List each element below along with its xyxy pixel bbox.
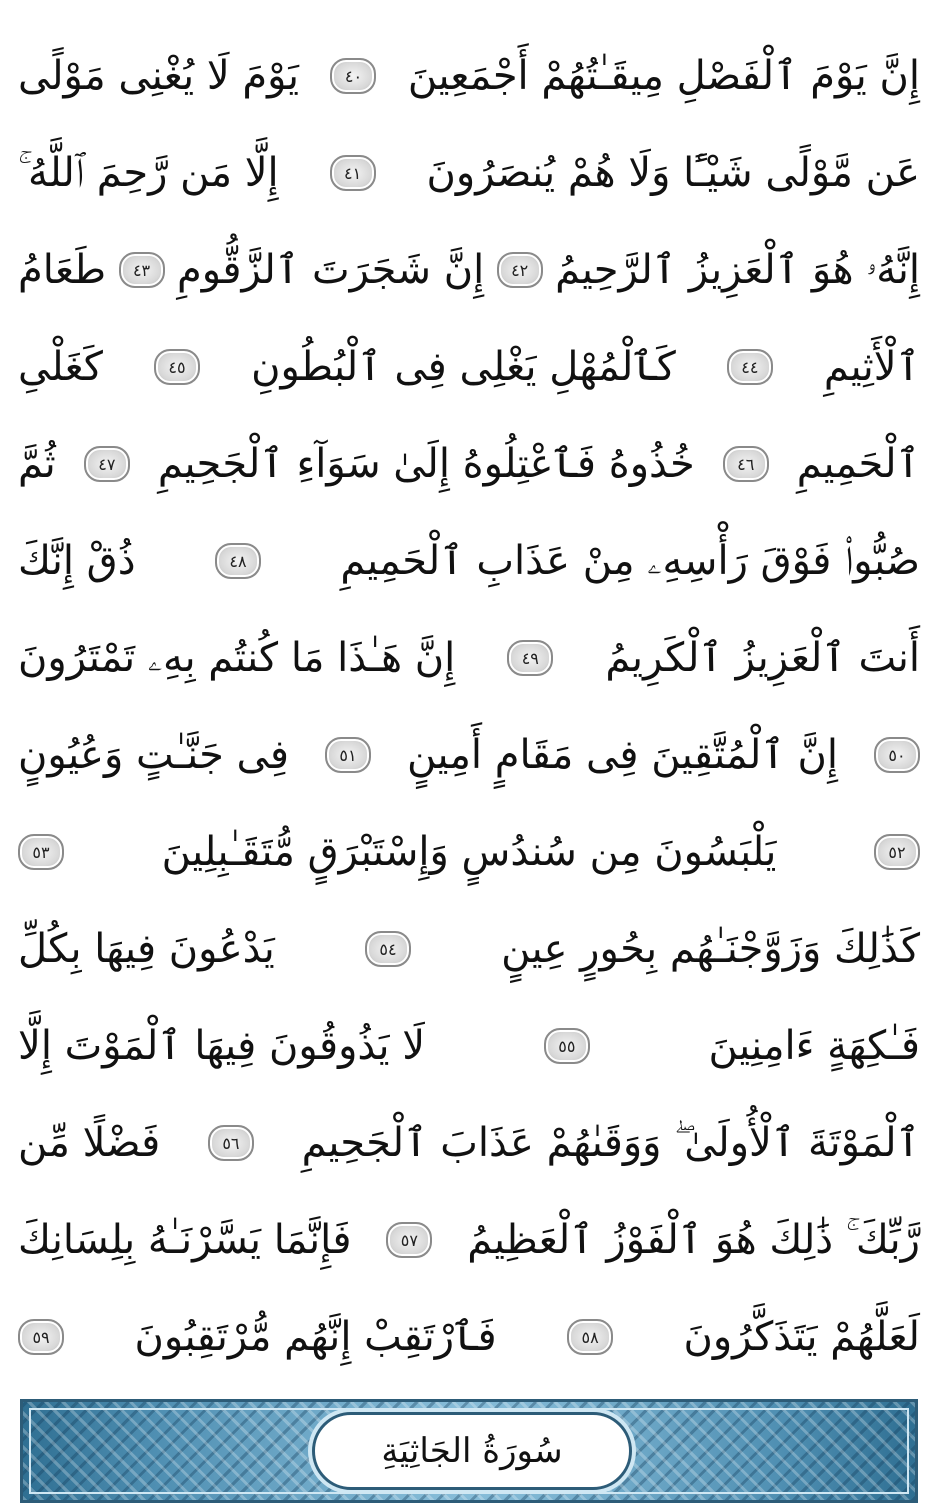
ayah-number-marker: ٥٥: [544, 1028, 590, 1064]
text-line: [18, 28, 920, 124]
text-line: [18, 222, 920, 318]
text-line: [18, 319, 920, 415]
verse-text: لَعَلَّهُمْ يَتَذَكَّرُونَ: [683, 1314, 920, 1360]
ayah-number-marker: ٤٢: [497, 252, 543, 288]
verse-text: طَعَامُ: [18, 247, 107, 293]
text-line: [18, 416, 920, 512]
verse-text: خُذُوهُ فَٱعْتِلُوهُ إِلَىٰ سَوَآءِ ٱلْجَحِيمِ: [157, 441, 695, 487]
ayah-number-marker: ٥٦: [208, 1125, 254, 1161]
text-line: [18, 804, 920, 900]
verse-text: صُبُّوا۟ فَوْقَ رَأْسِهِۦ مِنْ عَذَابِ ٱلْحَمِيمِ: [340, 538, 920, 584]
quran-text-block: [18, 28, 920, 1388]
verse-text: يَلْبَسُونَ مِن سُندُسٍ وَإِسْتَبْرَقٍ مُّتَقَـٰبِلِينَ: [161, 829, 777, 875]
verse-text: ٱلْأَثِيمِ: [823, 344, 920, 390]
verse-text: يَدْعُونَ فِيهَا بِكُلِّ: [18, 926, 275, 972]
verse-text: ذُقْ إِنَّكَ: [18, 538, 136, 584]
verse-text: إِنَّ هَـٰذَا مَا كُنتُم بِهِۦ تَمْتَرُونَ: [18, 635, 456, 681]
text-line: [18, 1289, 920, 1385]
ayah-number-marker: ٤٠: [330, 58, 376, 94]
surah-title-cartouche: [312, 1412, 632, 1490]
ayah-number-marker: ٥٠: [874, 737, 920, 773]
text-line: [18, 901, 920, 997]
ayah-number-marker: ٥٤: [365, 931, 411, 967]
verse-text: لَا يَذُوقُونَ فِيهَا ٱلْمَوْتَ إِلَّا: [18, 1023, 426, 1069]
ayah-number-marker: ٥٨: [567, 1319, 613, 1355]
ayah-number-marker: ٤٧: [84, 446, 130, 482]
verse-text: عَن مَّوْلًى شَيْـًٔا وَلَا هُمْ يُنصَرُونَ: [426, 150, 920, 196]
verse-text: ٱلْمَوْتَةَ ٱلْأُولَىٰ ۖ وَوَقَىٰهُمْ عَذَابَ ٱلْجَحِيمِ: [301, 1120, 920, 1166]
verse-text: كَٱلْمُهْلِ يَغْلِى فِى ٱلْبُطُونِ: [251, 344, 676, 390]
verse-text: فَإِنَّمَا يَسَّرْنَـٰهُ بِلِسَانِكَ: [18, 1217, 352, 1263]
ayah-number-marker: ٤٩: [507, 640, 553, 676]
ayah-number-marker: ٤٨: [215, 543, 261, 579]
verse-text: إِنَّ شَجَرَتَ ٱلزَّقُّومِ: [176, 247, 485, 293]
surah-title: سُورَةُ الجَاثِيَةِ: [381, 1431, 563, 1471]
ayah-number-marker: ٥٩: [18, 1319, 64, 1355]
ayah-number-marker: ٥١: [325, 737, 371, 773]
text-line: [18, 1192, 920, 1288]
verse-text: إِنَّهُۥ هُوَ ٱلْعَزِيزُ ٱلرَّحِيمُ: [555, 247, 920, 293]
verse-text: أَنتَ ٱلْعَزِيزُ ٱلْكَرِيمُ: [605, 635, 920, 681]
verse-text: ٱلْحَمِيمِ: [796, 441, 920, 487]
ayah-number-marker: ٤٣: [119, 252, 165, 288]
verse-text: يَوْمَ لَا يُغْنِى مَوْلًى: [18, 53, 299, 99]
text-line: [18, 513, 920, 609]
ayah-number-marker: ٤١: [330, 155, 376, 191]
verse-text: فَٱرْتَقِبْ إِنَّهُم مُّرْتَقِبُونَ: [134, 1314, 497, 1360]
ayah-number-marker: ٤٤: [727, 349, 773, 385]
ayah-number-marker: ٤٥: [154, 349, 200, 385]
verse-text: إِنَّ يَوْمَ ٱلْفَصْلِ مِيقَـٰتُهُمْ أَجْمَعِينَ: [407, 53, 920, 99]
verse-text: كَغَلْىِ: [18, 344, 103, 390]
verse-text: إِنَّ ٱلْمُتَّقِينَ فِى مَقَامٍ أَمِينٍ: [406, 732, 839, 778]
text-line: [18, 707, 920, 803]
ayah-number-marker: ٥٧: [386, 1222, 432, 1258]
ayah-number-marker: ٥٢: [874, 834, 920, 870]
text-line: [18, 125, 920, 221]
verse-text: إِلَّا مَن رَّحِمَ ٱللَّهُ ۚ: [18, 150, 279, 196]
text-line: [18, 610, 920, 706]
verse-text: كَذَٰلِكَ وَزَوَّجْنَـٰهُم بِحُورٍ عِينٍ: [501, 926, 920, 972]
verse-text: رَّبِّكَ ۚ ذَٰلِكَ هُوَ ٱلْفَوْزُ ٱلْعَظِيمُ: [467, 1217, 920, 1263]
verse-text: ثُمَّ: [18, 441, 56, 487]
text-line: [18, 998, 920, 1094]
verse-text: فِى جَنَّـٰتٍ وَعُيُونٍ: [18, 732, 289, 778]
text-line: [18, 1095, 920, 1191]
ayah-number-marker: ٤٦: [723, 446, 769, 482]
verse-text: فَـٰكِهَةٍ ءَامِنِينَ: [708, 1023, 920, 1069]
verse-text: فَضْلًا مِّن: [18, 1120, 161, 1166]
surah-header-banner: [20, 1399, 918, 1503]
ayah-number-marker: ٥٣: [18, 834, 64, 870]
